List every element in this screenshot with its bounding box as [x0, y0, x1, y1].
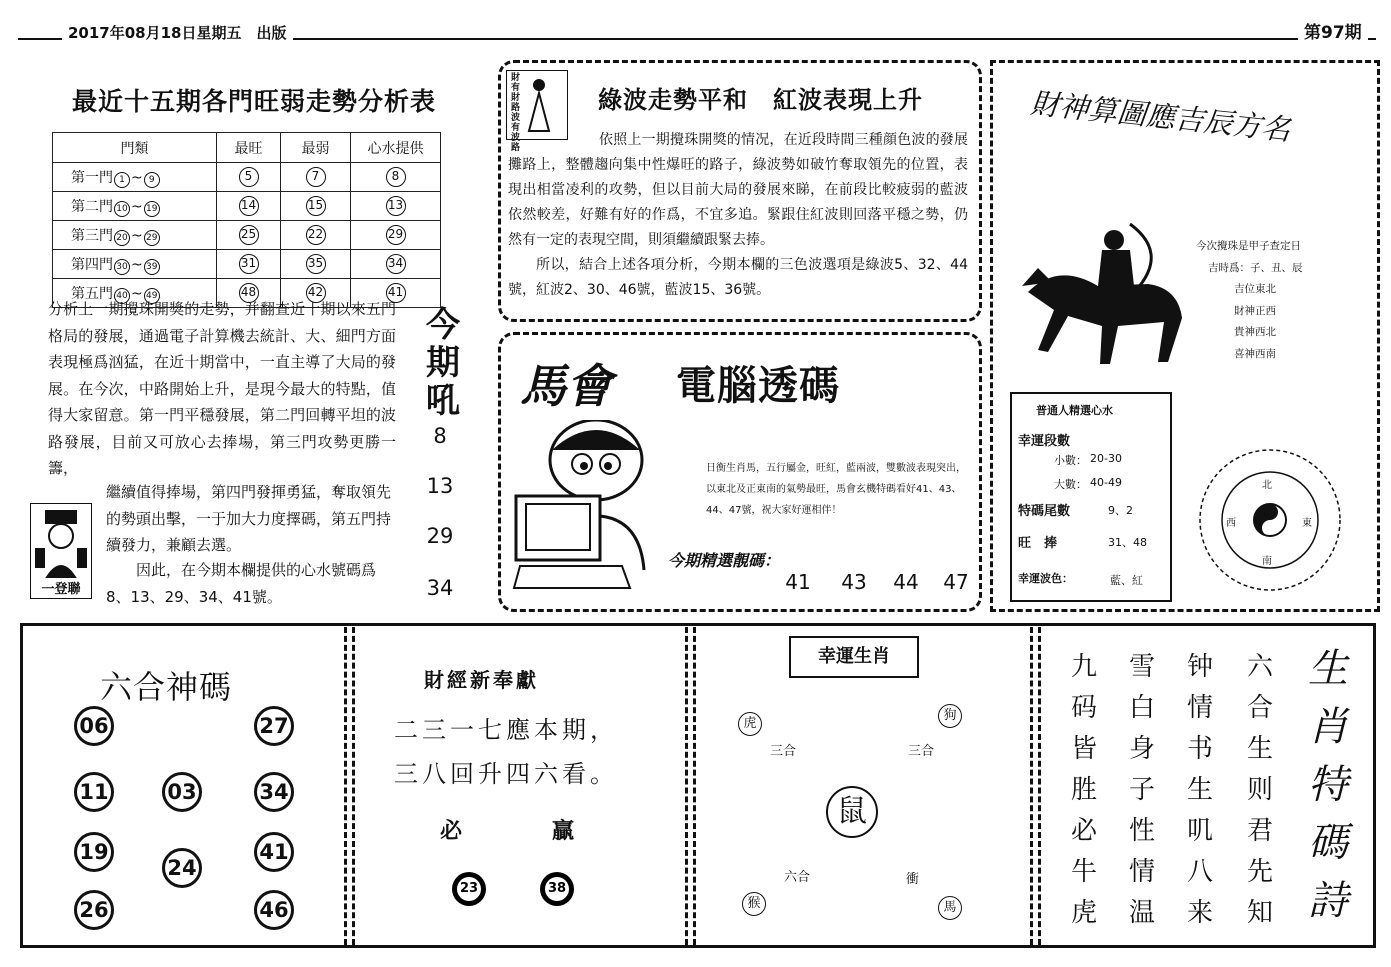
liuhe-title: 六合神碼 [100, 668, 233, 706]
col-header-max: 最旺 [217, 133, 281, 163]
finance-line: 三八回升四六看。 [394, 760, 618, 788]
wave-title: 綠波走勢平和 紅波表現上升 [598, 86, 923, 114]
gate-name: 第四門 [71, 256, 113, 273]
poem-char: 六 [1246, 652, 1273, 682]
poem-char: 八 [1186, 857, 1213, 887]
gate-to: 49 [144, 288, 160, 304]
trend-table [52, 132, 441, 308]
lucky-title: 普通人精選心水 [1036, 404, 1113, 417]
compass-south: 南 [1262, 556, 1272, 567]
tip-value: 29 [386, 225, 406, 245]
selected-number: 47 [943, 570, 969, 594]
divider [1030, 627, 1033, 945]
gate-name: 第五門 [71, 285, 113, 302]
poem-char: 码 [1070, 693, 1097, 723]
poem-char: 知 [1246, 898, 1273, 928]
must-char: 必 [440, 819, 463, 844]
wave-paragraph: 所以，結合上述各項分析，今期本欄的三色波選項是綠波5、32、44號，紅波2、30、46號，藍波15、36號。 [508, 257, 968, 298]
liuhe-number: 19 [74, 832, 114, 872]
lucky-segment-label: 幸運段數 [1018, 434, 1071, 449]
gate-name: 第一門 [71, 169, 113, 186]
table-row: 第四門 30 ~ 39 31 35 34 [53, 250, 441, 279]
zodiac-center-rat: 鼠 [826, 786, 878, 838]
today-title: 今期吼 [426, 305, 460, 421]
poem-char: 先 [1246, 857, 1273, 887]
hot-value: 31、48 [1108, 536, 1147, 549]
table-row: 第三門 20 ~ 29 25 22 29 [53, 221, 441, 250]
big-range: 40-49 [1090, 476, 1122, 489]
computer-pick-text: 日衡生肖馬，五行屬金，旺紅，藍兩波，雙數波表現突出，以東北及正東南的氣勢最旺，馬會玄機特碼看好41、43、44、47號，祝大家好運相伴！ [706, 463, 966, 516]
trend-table-title: 最近十五期各門旺弱走勢分析表 [72, 87, 437, 116]
poem-char: 牛 [1070, 857, 1097, 887]
liuhe-label: 六合 [784, 870, 811, 885]
deity-info [1196, 236, 1303, 365]
horse-rider-icon [1018, 222, 1188, 372]
today-number: 8 [433, 424, 447, 448]
today-number: 29 [426, 524, 454, 548]
liuhe-number: 06 [74, 706, 114, 746]
finance-ball-number: 23 [457, 877, 481, 901]
deity-info-line: 貴神西北 [1234, 326, 1276, 338]
deity-stamp-text: 一登聯 [31, 578, 91, 596]
divider [344, 627, 347, 945]
small-range: 20-30 [1090, 452, 1122, 465]
table-row: 第五門 40 ~ 49 48 42 41 [53, 279, 441, 308]
color-value: 藍、紅 [1110, 574, 1143, 587]
zodiac-monkey: 猴 [742, 892, 766, 916]
poem-char: 合 [1246, 693, 1273, 723]
max-value: 14 [239, 196, 259, 216]
computer-cartoon [512, 420, 672, 596]
poem-char: 情 [1186, 693, 1213, 723]
poem-char: 来 [1186, 898, 1213, 928]
poem-char: 生 [1186, 775, 1213, 805]
zodiac-tiger: 虎 [738, 712, 762, 736]
deity-info-line: 財神正西 [1234, 304, 1276, 317]
selected-number: 41 [785, 570, 811, 594]
deity-info-line: 吉位東北 [1234, 283, 1276, 295]
win-char: 贏 [552, 819, 575, 844]
poem-char: 雪 [1128, 652, 1155, 682]
gate-from: 40 [114, 288, 130, 304]
poem-char: 胜 [1070, 775, 1097, 805]
compass-east: 東 [1302, 518, 1312, 529]
poem-char: 身 [1128, 734, 1155, 764]
poem-char: 生 [1246, 734, 1273, 764]
today-number: 13 [426, 474, 454, 498]
min-value: 22 [306, 225, 326, 245]
analysis-paragraph-cont: 繼續值得捧場，第四門發揮勇猛，奪取領先的勢頭出擊，一于加大力度擇碼，第五門持續發力，兼顧去選。 [106, 483, 392, 554]
finance-ball-number: 38 [545, 877, 569, 901]
tip-value: 13 [386, 196, 406, 216]
liuhe-number: 11 [74, 772, 114, 812]
poem-char: 书 [1186, 734, 1213, 764]
zodiac-dog: 狗 [938, 704, 962, 728]
small-label: 小數： [1054, 454, 1087, 467]
gate-name: 第三門 [71, 227, 113, 244]
table-header-row [53, 133, 441, 163]
big-label: 大數： [1054, 478, 1087, 491]
gate-to: 9 [144, 172, 160, 188]
gate-to: 39 [144, 259, 160, 275]
col-header-tip: 心水提供 [351, 133, 441, 163]
deity-stamp-image [30, 503, 92, 599]
max-value: 5 [239, 167, 259, 187]
analysis-paragraph: 分析上一期攪珠開獎的走勢，并翻查近十期以來五門格局的發展，通過電子計算機去統計、大、細門方面表現極爲汹猛，在近十期當中，一直主導了大局的發展。在今次，中路開始上升，是現今最大的特點，值得大家留意。第一門平穩發展，第二門回轉平坦的波路發展，目前又可放心去捧場，第三門攻勢更勝一籌， [48, 300, 396, 477]
poem-char: 温 [1128, 898, 1155, 928]
finance-ball [540, 872, 574, 906]
gate-from: 1 [114, 172, 130, 188]
deity-info-line: 吉時爲：子、丑、辰 [1208, 261, 1303, 274]
poem-char: 必 [1070, 816, 1097, 846]
liuhe-number: 34 [254, 772, 294, 812]
analysis-conclusion: 因此，在今期本欄提供的心水號碼爲8、13、29、34、41號。 [106, 561, 377, 606]
finance-line: 二三一七應本期， [394, 716, 618, 744]
compass-west: 西 [1226, 518, 1236, 529]
wave-paragraph: 依照上一期攪珠開獎的情况，在近段時間三種顔色波的發展攤路上，整體趨向集中性爆旺的路子，綠波勢如破竹奪取領先的位置，表現出相當凌利的攻勢，但以目前大局的發展來睇，在前段比較疲弱的藍波依然較差，好難有好的作爲，不宜多追。緊跟住紅波則回落平穩之勢，仍然有一定的表現空間，則須繼續跟緊去捧。 [508, 132, 968, 248]
poem-char: 皆 [1070, 734, 1097, 764]
selected-numbers-label: 今期精選靚碼： [668, 551, 781, 570]
divider [352, 627, 355, 945]
tail-value: 9、2 [1108, 504, 1133, 517]
computer-pick-title: 電腦透碼 [676, 363, 840, 409]
deity-info-line: 今次攪珠是甲子查定日 [1196, 240, 1301, 252]
today-number: 34 [426, 576, 454, 600]
divider [1038, 627, 1041, 945]
gate-from: 30 [114, 259, 130, 275]
horseman-illustration [1018, 222, 1188, 372]
deity-title: 財神算圖應吉辰方名 [1028, 85, 1293, 147]
liuhe-number: 27 [254, 706, 294, 746]
tail-label: 特碼尾數 [1018, 504, 1071, 519]
selected-number: 43 [841, 570, 867, 594]
min-value: 35 [306, 254, 326, 274]
poem-char: 则 [1246, 775, 1273, 805]
selected-number: 44 [893, 570, 919, 594]
divider [685, 627, 688, 945]
poem-char: 白 [1128, 693, 1155, 723]
liuhe-number: 03 [162, 772, 202, 812]
liuhe-number: 26 [74, 890, 114, 930]
issue-number: 第97期 [1298, 18, 1368, 43]
sanhe-label: 三合 [770, 744, 797, 759]
gate-from: 20 [114, 230, 130, 246]
computer-character-icon [512, 420, 672, 596]
publish-date: 2017年08月18日星期五 出版 [62, 22, 293, 43]
gate-to: 19 [144, 201, 160, 217]
poem-char: 叽 [1186, 816, 1213, 846]
bagua-compass-icon [1196, 446, 1344, 594]
poem-char: 君 [1246, 816, 1273, 846]
divider [693, 627, 696, 945]
max-value: 48 [239, 283, 259, 303]
liuhe-number: 46 [254, 890, 294, 930]
col-header-gate: 門類 [53, 133, 217, 163]
min-value: 42 [306, 283, 326, 303]
finance-ball [452, 872, 486, 906]
poem-char: 子 [1128, 775, 1155, 805]
liuhe-number: 24 [162, 848, 202, 888]
max-value: 25 [239, 225, 259, 245]
max-value: 31 [239, 254, 259, 274]
table-row: 第二門 10 ~ 19 14 15 13 [53, 192, 441, 221]
poem-char: 九 [1070, 652, 1097, 682]
col-header-min: 最弱 [281, 133, 351, 163]
color-label: 幸運波色： [1018, 572, 1073, 585]
poem-char: 情 [1128, 857, 1155, 887]
hot-label: 旺 捧 [1018, 536, 1058, 551]
compass [1196, 446, 1344, 594]
tip-value: 8 [386, 167, 406, 187]
compass-north: 北 [1262, 480, 1272, 491]
tip-value: 41 [386, 283, 406, 303]
gate-name: 第二門 [71, 198, 113, 215]
deity-info-line: 喜神西南 [1234, 347, 1276, 360]
zodiac-horse: 馬 [938, 896, 962, 920]
chong-label: 衝 [906, 872, 920, 887]
jockey-club-title: 馬會 [520, 359, 612, 413]
finance-title: 財經新奉獻 [424, 668, 539, 692]
table-row: 第一門 1 ~ 9 5 7 8 [53, 163, 441, 192]
poem-title: 生肖特碼詩 [1308, 646, 1348, 924]
wave-stamp-text: 財有財路波有波路 [511, 73, 521, 153]
liuhe-number: 41 [254, 832, 294, 872]
tip-value: 34 [386, 254, 406, 274]
gate-from: 10 [114, 201, 130, 217]
poem-char: 钟 [1186, 652, 1213, 682]
poem-char: 虎 [1070, 898, 1097, 928]
wave-text [508, 128, 968, 303]
min-value: 7 [306, 167, 326, 187]
sanhe-label: 三合 [908, 744, 935, 759]
zodiac-title: 幸運生肖 [789, 636, 919, 678]
poem-char: 性 [1128, 816, 1155, 846]
gate-to: 29 [144, 230, 160, 246]
min-value: 15 [306, 196, 326, 216]
